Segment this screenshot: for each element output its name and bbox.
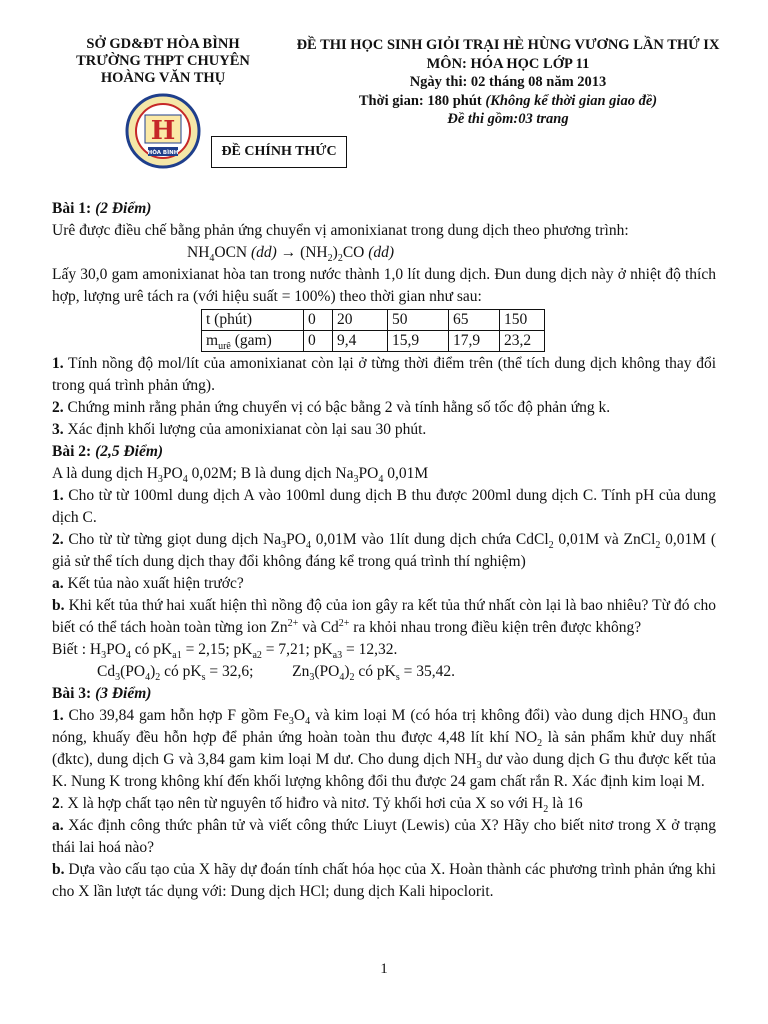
bai1-question-1: 1. Tính nồng độ mol/lít của amonixianat còn lại ở từng thời điểm trên (thể tích dung dịch không thay đổi trong quá trình phản ứng). — [52, 355, 716, 394]
page-number: 1 — [380, 961, 388, 977]
logo-text: HÒA BÌNH — [147, 150, 179, 156]
table-row — [202, 310, 545, 331]
school-logo — [123, 93, 203, 169]
table-cell: 50 — [388, 310, 449, 331]
exam-body — [52, 198, 716, 903]
bai3-question-2: 2. X là hợp chất tạo nên từ nguyên tố hiđro và nitơ. Tỷ khối hơi của X so với $H_2$ là 16 — [52, 795, 583, 816]
bai2-question-b: b. Khi kết tủa thứ hai xuất hiện thì nồng độ của ion gây ra kết tủa thứ nhất còn lại là bao nhiêu? Từ đó cho biết có thể tách hoàn toàn từng ion $Zn^{2+}$ và $Cd^{2+}$ ra khỏi nhau trong điều kiện trên được không? — [52, 597, 716, 636]
table-cell: $m_{urê}$ (gam) — [202, 331, 304, 352]
table-cell: 9,4 — [333, 331, 388, 352]
bai3-heading: Bài 3: (3 Điểm) — [52, 685, 152, 702]
bai1-question-3: 3. Xác định khối lượng của amonixianat còn lại sau 30 phút. — [52, 421, 427, 438]
official-stamp: ĐỀ CHÍNH THỨC — [211, 136, 347, 168]
exam-page-count: Đề thi gồm:03 trang — [447, 111, 569, 127]
bai1-question-2: 2. Chứng minh rằng phản ứng chuyển vị có bậc bằng 2 và tính hằng số tốc độ phản ứng k. — [52, 399, 611, 416]
bai2-question-a: a. Kết tủa nào xuất hiện trước? — [52, 575, 244, 592]
exam-duration: Thời gian: 180 phút (Không kể thời gian giao đề) — [358, 92, 658, 109]
bai3-question-b: b. Dựa vào cấu tạo của X hãy dự đoán tính chất hóa học của X. Hoàn thành các phương trình phản ứng khi cho X lần lượt tác dụng với: Dung dịch HCl; dung dịch Kali hipoclorit. — [52, 861, 716, 900]
exam-header — [268, 36, 748, 129]
table-cell: t (phút) — [202, 310, 304, 331]
table-cell: 23,2 — [500, 331, 545, 352]
table-cell: 15,9 — [388, 331, 449, 352]
bai3-question-a: a. Xác định công thức phân tử và viết công thức Liuyt (Lewis) của X? Hãy cho biết nitơ trong X ở trạng thái lai hoá nào? — [52, 817, 716, 856]
exam-date: Ngày thi: 02 tháng 08 năm 2013 — [409, 74, 607, 90]
table-cell: 150 — [500, 310, 545, 331]
bai2-heading: Bài 2: (2,5 Điểm) — [52, 443, 164, 460]
logo-letter: H — [150, 116, 176, 146]
department-name: SỞ GD&ĐT HÒA BÌNH — [86, 36, 240, 52]
table-cell: 0 — [304, 310, 333, 331]
school-name-line1: TRƯỜNG THPT CHUYÊN — [76, 53, 250, 69]
table-cell: 17,9 — [449, 331, 500, 352]
table-cell: 0 — [304, 331, 333, 352]
bai2-constants: Biết : $H_3PO_4$ có $pK_{a1} = 2,15$; $pK_{a2} = 7,21$; $pK_{a3} = 12,32$. — [52, 641, 398, 662]
bai1-equation: $NH_4OCN$ $(dd) \to (NH_2)_2CO$ (dd) — [187, 244, 395, 265]
table-row — [202, 331, 545, 352]
bai2-given: A là dung dịch $H_3PO_4$ 0,02M; B là dung dịch $Na_3PO_4$ 0,01M — [52, 465, 429, 486]
table-cell: 20 — [333, 310, 388, 331]
table-cell: 65 — [449, 310, 500, 331]
school-name-line2: HOÀNG VĂN THỤ — [100, 70, 226, 86]
bai2-question-2: 2. Cho từ từ từng giọt dung dịch $Na_3PO_4$ 0,01M vào 1lít dung dịch chứa CdCl$_2$ 0,01M và ZnCl$_2$ 0,01M ( giả sử thể tích dung dịch thay đổi không đáng kể trong quá trình thí nghiệm) — [52, 531, 716, 570]
exam-title: ĐỀ THI HỌC SINH GIỎI TRẠI HÈ HÙNG VƯƠNG LẦN THỨ IX — [296, 37, 720, 53]
bai1-paragraph: Lấy 30,0 gam amonixianat hòa tan trong nước thành 1,0 lít dung dịch. Đun dung dịch này ở nhiệt độ thích hợp, lượng urê tách ra (với hiệu suất = 100%) theo thời gian như sau: — [52, 266, 716, 305]
bai1-heading: Bài 1: (2 Điểm) — [52, 200, 152, 217]
exam-subject: MÔN: HÓA HỌC LỚP 11 — [426, 55, 590, 72]
urea-time-table — [201, 309, 545, 352]
bai3-question-1: 1. Cho 39,84 gam hỗn hợp F gồm $Fe_3O_4$ và kim loại M (có hóa trị không đổi) vào dung dịch $HNO_3$ đun nóng, khuấy đều hỗn hợp để phản ứng hoàn toàn thu được 4,48 lít khí $NO_2$ là sản phẩm khử duy nhất (đktc), dung dịch G và 3,84 gam kim loại M dư. Cho dung dịch $NH_3$ dư vào dung dịch G thu được kết tủa K. Nung K trong không khí đến khối lượng không đổi thu được 24 gam chất rắn R. Xác định kim loại M. — [52, 707, 717, 790]
bai1-intro: Urê được điều chế bằng phản ứng chuyển vị amonixianat trong dung dịch theo phương trình: — [52, 222, 629, 239]
bai2-solubility: $Cd_3(PO_4)_2$ có $pK_s = 32,6$; $Zn_3(PO_4)_2$ có $pK_s = 35,42$. — [97, 663, 456, 684]
bai2-question-1: 1. Cho từ từ 100ml dung dịch A vào 100ml dung dịch B thu được 200ml dung dịch C. Tính pH của dung dịch C. — [52, 487, 716, 526]
